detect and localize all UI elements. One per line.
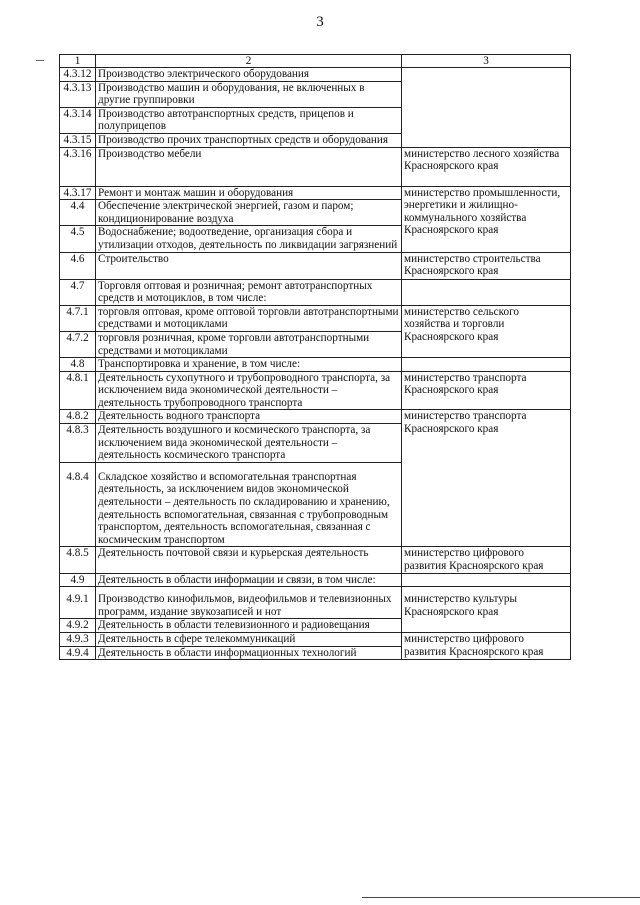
ministry-name: министерство транспорта Красноярского края <box>402 410 571 547</box>
row-number: 4.9.3 <box>60 632 96 646</box>
activity-name: Производство прочих транспортных средств и оборудования <box>96 133 402 147</box>
ministry-name: министерство лесного хозяйства Красноярского края <box>402 147 571 186</box>
activity-name: Обеспечение электрической энергией, газом и паром; кондиционирование воздуха <box>96 200 402 226</box>
header-col-2: 2 <box>96 55 402 68</box>
table-row <box>60 68 571 82</box>
row-number: 4.7.1 <box>60 305 96 331</box>
table-row <box>60 573 571 587</box>
row-number: 4.5 <box>60 226 96 252</box>
activity-name: Деятельность сухопутного и трубопроводного транспорта, за исключением вида экономической деятельности – деятельность трубопроводного транспорта <box>96 371 402 410</box>
activity-name: Деятельность воздушного и космического транспорта, за исключением вида экономической деятельности – деятельность космического транспорта <box>96 424 402 463</box>
activity-name: торговля розничная, кроме торговли автотранспортными средствами и мотоциклами <box>96 331 402 357</box>
activity-name: Деятельность в области информации и связи, в том числе: <box>96 573 402 587</box>
table-row <box>60 371 571 410</box>
header-row <box>60 55 571 68</box>
row-number: 4.9.1 <box>60 587 96 619</box>
ministry-name: министерство транспорта Красноярского края <box>402 371 571 410</box>
ministry-cell-empty <box>402 573 571 587</box>
activity-name: Деятельность водного транспорта <box>96 410 402 424</box>
activity-name: Деятельность в области телевизионного и радиовещания <box>96 619 402 633</box>
margin-mark <box>36 60 44 61</box>
table-row <box>60 305 571 331</box>
row-number: 4.6 <box>60 252 96 279</box>
row-number: 4.9 <box>60 573 96 587</box>
ministry-name: министерство строительства Красноярского края <box>402 252 571 279</box>
row-number: 4.8 <box>60 358 96 372</box>
table-row <box>60 547 571 573</box>
table-row <box>60 252 571 279</box>
activity-name: Производство кинофильмов, видеофильмов и телевизионных программ, издание звукозаписей и нот <box>96 587 402 619</box>
table-row <box>60 279 571 305</box>
header-col-1: 1 <box>60 55 96 68</box>
activity-name: Производство мебели <box>96 147 402 186</box>
ministry-name: министерство цифрового развития Красноярского края <box>402 547 571 573</box>
row-number: 4.3.13 <box>60 81 96 107</box>
ministry-cell-empty <box>402 279 571 305</box>
row-number: 4.8.3 <box>60 424 96 463</box>
activity-name: Складское хозяйство и вспомогательная транспортная деятельность, за исключением видов экономической деятельности – деятельность по складированию и хранению, деятельность вспомогательная, связанная с трубопроводным транспортом, деятельность вспомогательная, связанная с космическим транспортом <box>96 462 402 547</box>
table-row <box>60 632 571 646</box>
row-number: 4.9.4 <box>60 646 96 660</box>
ministry-name: министерство культуры Красноярского края <box>402 587 571 633</box>
ministry-name: министерство сельского хозяйства и торговли Красноярского края <box>402 305 571 357</box>
row-number: 4.7.2 <box>60 331 96 357</box>
activity-name: Водоснабжение; водоотведение, организация сбора и утилизации отходов, деятельность по ликвидации загрязнений <box>96 226 402 252</box>
scan-edge-line <box>362 897 640 898</box>
ministry-cell-empty <box>402 358 571 372</box>
activity-name: Строительство <box>96 252 402 279</box>
activity-ministry-table <box>59 54 571 660</box>
activity-name: Торговля оптовая и розничная; ремонт автотранспортных средств и мотоциклов, в том числе: <box>96 279 402 305</box>
activity-name: Транспортировка и хранение, в том числе: <box>96 358 402 372</box>
table-row <box>60 587 571 619</box>
row-number: 4.8.4 <box>60 462 96 547</box>
activity-name: Производство автотранспортных средств, прицепов и полуприцепов <box>96 107 402 133</box>
row-number: 4.4 <box>60 200 96 226</box>
table-row <box>60 147 571 186</box>
activity-name: Производство электрического оборудования <box>96 68 402 82</box>
row-number: 4.8.5 <box>60 547 96 573</box>
row-number: 4.3.15 <box>60 133 96 147</box>
ministry-name: министерство промышленности, энергетики и жилищно-коммунального хозяйства Красноярского края <box>402 186 571 252</box>
row-number: 4.3.14 <box>60 107 96 133</box>
table-row <box>60 410 571 424</box>
row-number: 4.9.2 <box>60 619 96 633</box>
row-number: 4.3.17 <box>60 186 96 200</box>
table-row <box>60 186 571 200</box>
row-number: 4.7 <box>60 279 96 305</box>
activity-name: торговля оптовая, кроме оптовой торговли автотранспортными средствами и мотоциклами <box>96 305 402 331</box>
activity-name: Деятельность в сфере телекоммуникаций <box>96 632 402 646</box>
ministry-name: министерство цифрового развития Красноярского края <box>402 632 571 659</box>
table-row <box>60 358 571 372</box>
row-number: 4.8.2 <box>60 410 96 424</box>
activity-name: Деятельность почтовой связи и курьерская деятельность <box>96 547 402 573</box>
ministry-cell-empty <box>402 68 571 148</box>
activity-name: Производство машин и оборудования, не включенных в другие группировки <box>96 81 402 107</box>
page-number: 3 <box>316 14 324 30</box>
row-number: 4.8.1 <box>60 371 96 410</box>
header-col-3: 3 <box>402 55 571 68</box>
row-number: 4.3.12 <box>60 68 96 82</box>
row-number: 4.3.16 <box>60 147 96 186</box>
activity-name: Ремонт и монтаж машин и оборудования <box>96 186 402 200</box>
activity-name: Деятельность в области информационных технологий <box>96 646 402 660</box>
